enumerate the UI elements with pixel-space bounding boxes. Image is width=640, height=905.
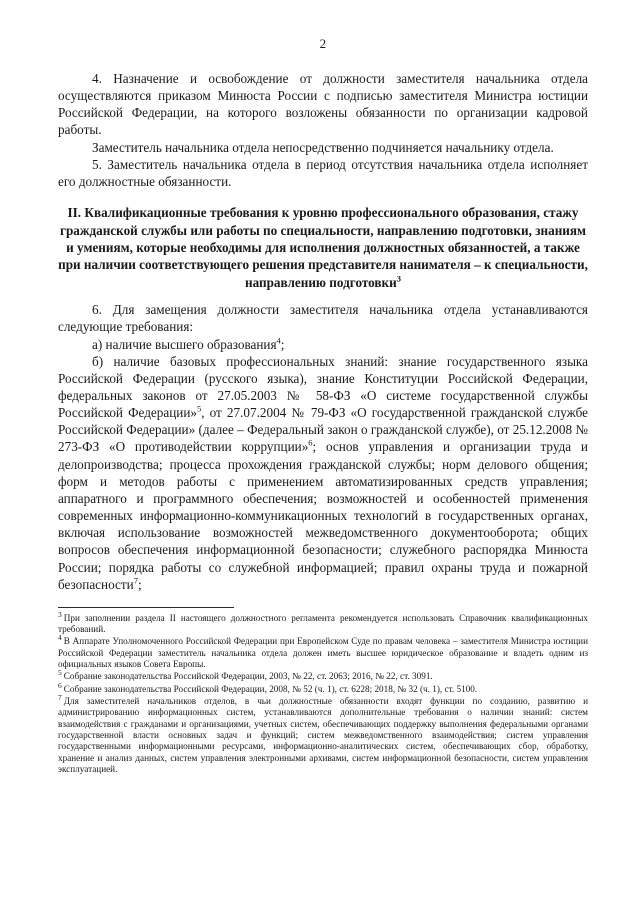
footnote-ref-7: 7 [133,575,138,586]
paragraph-6a-text: а) наличие высшего образования [92,336,277,352]
footnote-4-marker: 4 [58,633,62,643]
paragraph-6a-tail: ; [280,336,285,352]
paragraph-4b: Заместитель начальника отдела непосредственно подчиняется начальнику отдела. [92,139,554,155]
document-body [58,70,588,593]
footnote-7 [58,692,588,775]
footnote-6-marker: 6 [58,680,62,690]
footnote-5-text: Собрание законодательства Российской Федерации, 2003, № 22, ст. 2063; 2016, № 22, ст. 3091. [63,671,433,682]
paragraph-6: 6. Для замещения должности заместителя начальника отдела устанавливаются следующие требования: [58,302,588,335]
footnote-5-marker: 5 [58,668,62,678]
paragraph-6a [58,336,588,353]
footnote-ref-3: 3 [396,273,401,284]
paragraph-6b-seg-1: б) наличие базовых профессиональных знаний: знание государственного языка Российской Федерации (русского языка), знание Конституции Российской Федерации, федеральных законов от 27.05.2003 № 58-ФЗ «О системе государственной службы Российской Федерации» [58,353,588,421]
footnote-ref-4: 4 [276,335,281,346]
footnote-3-text: При заполнении раздела II настоящего должностного регламента рекомендуется использовать Справочник квалификационных требований. [58,612,588,635]
section-heading-text: II. Квалификационные требования к уровню профессионального образования, стажу гражданской службы или работы по специальности, направлению подготовки, знаниям и умениям, которые необходимы для исполнения должностных обязанностей, а также при наличии соответствующего решения представителя нанимателя – к специальности, направлению подготовки [58,205,588,290]
paragraph-6b-seg-3: ; основ управления и организации труда и делопроизводства; процесса прохождения гражданской службы; норм делового общения; форм и методов работы с применением автоматизированных средств управления; аппаратного и программного обеспечения; возможностей и особенностей применения современных информационно-коммуникационных технологий в государственных органах, включая использование возможностей межведомственного документооборота; общих вопросов обеспечения информационной безопасности; служебного распорядка Минюста России; порядка работы со служебной информацией; правил охраны труда и пожарной безопасности [58,439,588,592]
paragraph-6b [58,353,588,593]
footnote-ref-6: 6 [308,438,313,449]
section-heading [58,204,588,291]
footnote-6-text: Собрание законодательства Российской Федерации, 2008, № 52 (ч. 1), ст. 6228; 2018, № 32 (ч. 1), ст. 5100. [63,683,478,694]
footnote-3-marker: 3 [58,609,62,619]
footnote-ref-5: 5 [196,403,202,414]
paragraph-6b-seg-4: ; [137,576,142,592]
paragraph-6b-seg-2: , от 27.07.2004 № 79-ФЗ «О государственной гражданской службе Российской Федерации» (далее – Федеральный закон о гражданской службе), от 25.12.2008 № 273-ФЗ «О противодействии коррупции» [58,405,588,455]
footnotes-block [58,609,588,775]
paragraph-4: 4. Назначение и освобождение от должности заместителя начальника отдела осуществляются приказом Минюста России с подписью заместителя Министра юстиции Российской Федерации, на которого возложены обязанности по организации кадровой работы. [58,71,588,138]
footnote-7-marker: 7 [58,692,62,702]
footnote-6 [58,680,588,695]
footnote-3 [58,609,588,636]
footnote-4-text: В Аппарате Уполномоченного Российской Федерации при Европейском Суде по правам человека – заместителя Министра юстиции Российской Федерации заместитель начальника отдела должен иметь высшее юридическое образование и владеть одним из официальных языков Совета Европы. [58,636,588,670]
footnote-4 [58,633,588,670]
footnote-7-text: Для заместителей начальников отделов, в чьи должностные обязанности входят функции по созданию, развитию и администрированию информационных систем, устанавливаются дополнительные требования о наличии знаний: систем взаимодействия с гражданами и организациями, учетных систем, обеспечивающих поддержку выполнения федеральными органами государственной власти основных задач и функций; систем межведомственного взаимодействия; систем управления государственными информационными ресурсами, информационно-аналитических систем, обеспечивающих сбор, обработку, хранение и анализ данных, систем управления электронными архивами, систем информационной безопасности, систем управления эксплуатацией. [58,696,588,774]
page-number: 2 [319,36,327,51]
footnote-separator [58,607,234,608]
paragraph-5: 5. Заместитель начальника отдела в период отсутствия начальника отдела исполняет его должностные обязанности. [58,156,588,189]
footnote-5 [58,668,588,682]
